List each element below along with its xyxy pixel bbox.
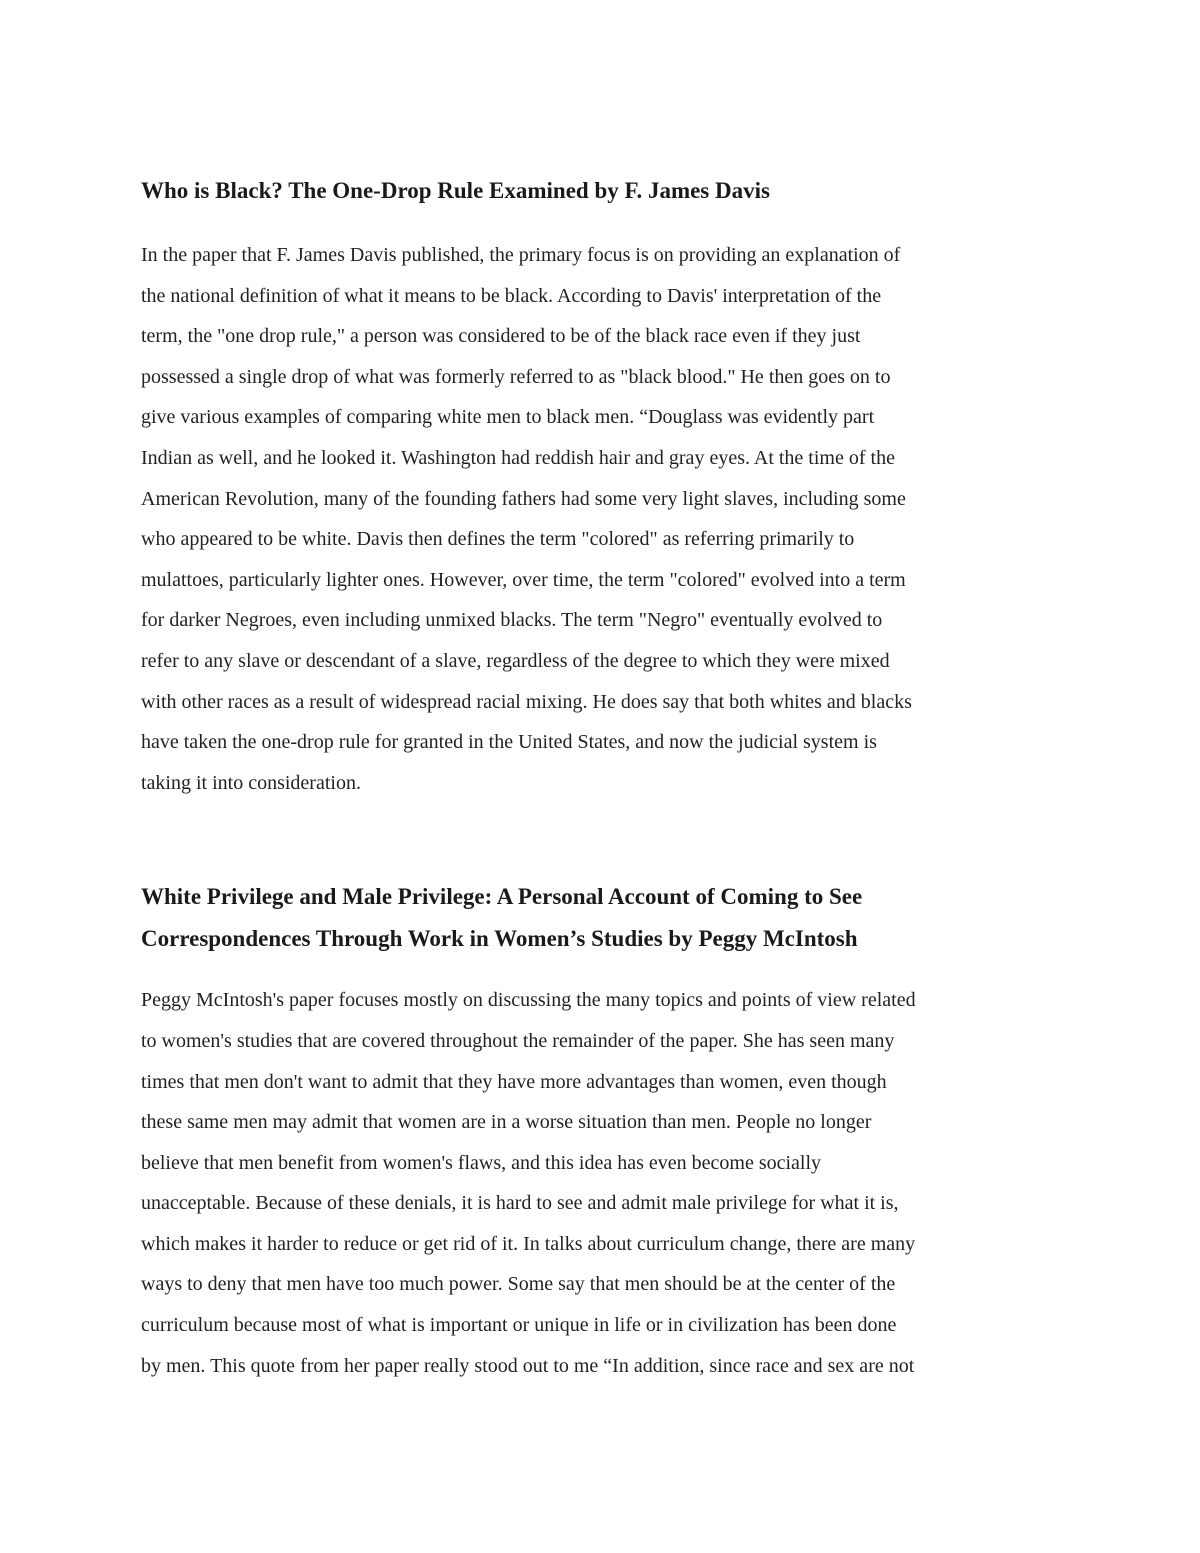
paragraph-line: mulattoes, particularly lighter ones. However, over time, the term "colored" evolved into a term	[141, 568, 906, 591]
paragraph-line: which makes it harder to reduce or get rid of it. In talks about curriculum change, there are many	[141, 1232, 916, 1255]
paragraph-line: curriculum because most of what is important or unique in life or in civilization has been done	[141, 1314, 897, 1337]
paragraph-line: Indian as well, and he looked it. Washington had reddish hair and gray eyes. At the time of the	[141, 446, 895, 469]
paragraph-line: possessed a single drop of what was formerly referred to as "black blood." He then goes on to	[141, 365, 891, 388]
section-1-paragraph	[141, 235, 1061, 803]
heading-line: Correspondences Through Work in Women’s Studies by Peggy McIntosh	[141, 926, 858, 952]
paragraph-line: term, the "one drop rule," a person was considered to be of the black race even if they just	[141, 325, 861, 348]
section-1-heading: Who is Black? The One-Drop Rule Examined by F. James Davis	[141, 178, 770, 203]
paragraph-line: unacceptable. Because of these denials, it is hard to see and admit male privilege for what it is,	[141, 1192, 899, 1215]
section-2-heading	[141, 876, 1061, 960]
paragraph-line: refer to any slave or descendant of a slave, regardless of the degree to which they were mixed	[141, 649, 890, 672]
document-content	[141, 170, 1061, 1386]
paragraph-line: have taken the one-drop rule for granted in the United States, and now the judicial system is	[141, 731, 877, 754]
paragraph-line: with other races as a result of widespread racial mixing. He does say that both whites and blacks	[141, 690, 912, 713]
paragraph-line: believe that men benefit from women's flaws, and this idea has even become socially	[141, 1151, 822, 1174]
section-2-paragraph	[141, 980, 1061, 1386]
paragraph-line: taking it into consideration.	[141, 771, 361, 794]
paragraph-line: ways to deny that men have too much power. Some say that men should be at the center of the	[141, 1273, 896, 1296]
paragraph-line: Peggy McIntosh's paper focuses mostly on discussing the many topics and points of view related	[141, 989, 916, 1012]
paragraph-line: times that men don't want to admit that they have more advantages than women, even though	[141, 1070, 887, 1093]
paragraph-line: give various examples of comparing white men to black men. “Douglass was evidently part	[141, 406, 875, 429]
paragraph-line: In the paper that F. James Davis published, the primary focus is on providing an explanation of	[141, 244, 901, 266]
paragraph-line: for darker Negroes, even including unmixed blacks. The term "Negro" eventually evolved to	[141, 609, 883, 632]
paragraph-line: to women's studies that are covered throughout the remainder of the paper. She has seen many	[141, 1029, 895, 1052]
paragraph-line: who appeared to be white. Davis then defines the term "colored" as referring primarily to	[141, 528, 855, 551]
paragraph-line: American Revolution, many of the founding fathers had some very light slaves, including some	[141, 487, 906, 510]
paragraph-line: these same men may admit that women are in a worse situation than men. People no longer	[141, 1111, 872, 1134]
paragraph-line: the national definition of what it means to be black. According to Davis' interpretation of the	[141, 284, 882, 307]
paragraph-line: by men. This quote from her paper really stood out to me “In addition, since race and sex are not	[141, 1354, 915, 1377]
heading-line: White Privilege and Male Privilege: A Personal Account of Coming to See	[141, 884, 863, 910]
